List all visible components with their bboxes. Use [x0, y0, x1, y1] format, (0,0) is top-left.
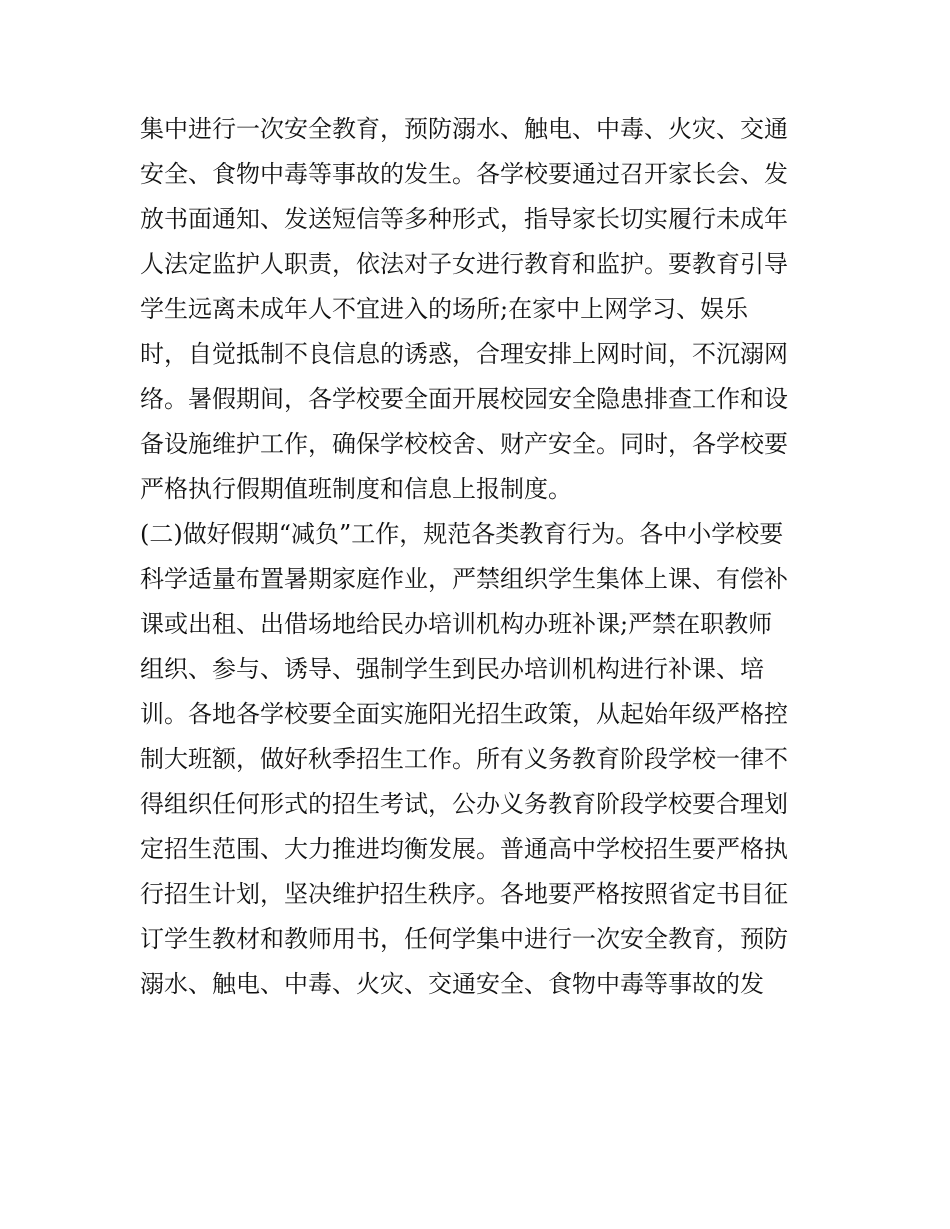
text-line: 课或出租、出借场地给民办培训机构办班补课;严禁在职教师 — [140, 610, 773, 638]
text-line: (二)做好假期“减负”工作，规范各类教育行为。各中小学校要 — [140, 520, 784, 548]
text-line: 严格执行假期值班制度和信息上报制度。 — [140, 475, 572, 503]
text-line: 学生远离未成年人不宜进入的场所;在家中上网学习、娱乐 — [140, 295, 749, 323]
text-line: 溺水、触电、中毒、火灾、交通安全、食物中毒等事故的发 — [140, 970, 764, 998]
text-line: 安全、食物中毒等事故的发生。各学校要通过召开家长会、发 — [140, 160, 788, 188]
text-line: 训。各地各学校要全面实施阳光招生政策，从起始年级严格控 — [140, 700, 788, 728]
text-line: 制大班额，做好秋季招生工作。所有义务教育阶段学校一律不 — [140, 745, 788, 773]
text-line: 备设施维护工作，确保学校校舍、财产安全。同时，各学校要 — [140, 430, 788, 458]
text-line: 人法定监护人职责，依法对子女进行教育和监护。要教育引导 — [140, 250, 788, 278]
text-line: 组织、参与、诱导、强制学生到民办培训机构进行补课、培 — [140, 655, 764, 683]
text-line: 得组织任何形式的招生考试，公办义务教育阶段学校要合理划 — [140, 790, 788, 818]
text-line: 科学适量布置暑期家庭作业，严禁组织学生集体上课、有偿补 — [140, 565, 788, 593]
text-line: 络。暑假期间，各学校要全面开展校园安全隐患排查工作和设 — [140, 385, 788, 413]
text-line: 集中进行一次安全教育，预防溺水、触电、中毒、火灾、交通 — [140, 115, 788, 143]
text-line: 定招生范围、大力推进均衡发展。普通高中学校招生要严格执 — [140, 835, 788, 863]
body-text — [140, 107, 820, 1007]
text-line: 订学生教材和教师用书，任何学集中进行一次安全教育，预防 — [140, 925, 788, 953]
text-line: 放书面通知、发送短信等多种形式，指导家长切实履行未成年 — [140, 205, 788, 233]
text-line: 时，自觉抵制不良信息的诱惑，合理安排上网时间，不沉溺网 — [140, 340, 788, 368]
text-line: 行招生计划，坚决维护招生秩序。各地要严格按照省定书目征 — [140, 880, 788, 908]
